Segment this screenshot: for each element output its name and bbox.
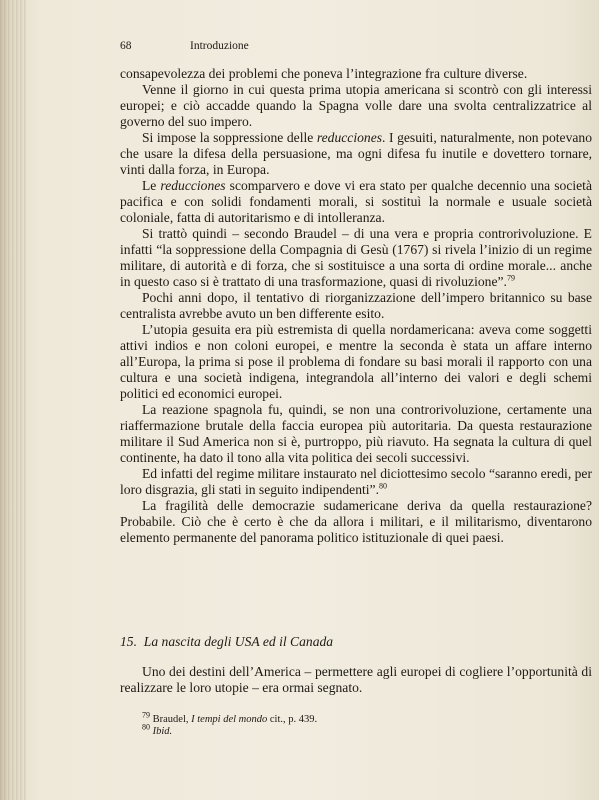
footnote: $^{79}$ Braudel, I tempi del mondo cit., p. 439.: [142, 710, 318, 725]
running-header: [120, 40, 249, 52]
paragraph: La reazione spagnola fu, quindi, se non una controrivoluzione, certamente una riaffermazione brutale della faccia europea più autoritaria. Da questa restaurazione militare il Sud America non si è, purtroppo, più riavuto. Ha segnata la cultura di quel continente, ha dato il tono alla vita politica dei secoli successivi.: [120, 402, 592, 465]
section-title: La nascita degli USA ed il Canada: [143, 634, 334, 649]
page-gutter-shadow: [0, 0, 26, 800]
footnote: [142, 722, 317, 738]
footnote-reference: 80: [379, 481, 387, 491]
footnote-number: 79: [142, 710, 150, 720]
footnote-work-title: I tempi del mondo: [191, 714, 268, 725]
paragraph: consapevolezza dei problemi che poneva l’integrazione fra culture diverse.: [120, 66, 528, 81]
paragraph: La fragilità delle democrazie sudamericane deriva da quella restaurazione? Probabile. Ciò che è certo è che da allora i militari, e il militarismo, diventarono elemento permanente del panorama politico istituzionale di quei paesi.: [120, 498, 592, 545]
paragraph: Si trattò quindi – secondo Braudel – di una vera e propria controrivoluzione. E infatti “la soppressione della Compagnia di Gesù (1767) si rivela l’inizio di un regime militare, di autorità e di forza, che si sostituisce a una sorta di ordine morale... anche in questo caso si è trattato di una trasformazione, quasi di rivoluzione”.$^{79}$: [120, 226, 592, 289]
paragraph: Si impose la soppressione delle reducciones. I gesuiti, naturalmente, non potevano che usare la difesa della persuasione, ma ogni difesa fu inutile e dovettero tornare, vinti dalla forza, in Europa.: [120, 130, 592, 177]
paragraph: Uno dei destini dell’America – permettere agli europei di cogliere l’opportunità di realizzare le loro utopie – era ormai segnato.: [120, 664, 592, 695]
running-title: Introduzione: [190, 40, 249, 52]
body-text: [120, 66, 592, 546]
section-heading: [120, 634, 333, 650]
paragraph: Le reducciones scomparvero e dove vi era stato per qualche decennio una società pacifica e con solidi fondamenti morali, si sostituì la normale e usuale società coloniale, fatta di autoritarismo e di intolleranza.: [120, 178, 592, 225]
paragraph: L’utopia gesuita era più estremista di quella nordamericana: aveva come soggetti attivi indios e non coloni europei, e mentre la seconda è stata un affare interno all’Europa, la prima si pose il problema di fondare su basi morali il rapporto con una cultura e una società indigena, integrandola all’interno dei valori e degli schemi politici ed economici europei.: [120, 322, 592, 401]
page-number: 68: [120, 40, 132, 52]
footnote-number: 80: [142, 722, 150, 732]
section-number: 15.: [120, 634, 137, 649]
footnote-work-title: Ibid.: [152, 726, 173, 737]
italic-term: reducciones: [316, 130, 383, 145]
section-body-text: [120, 664, 592, 696]
footnotes: [142, 710, 318, 738]
paragraph: Ed infatti del regime militare instaurato nel diciottesimo secolo “saranno eredi, per loro disgrazia, gli stati in seguito indipendenti”.$^{80}$: [120, 466, 592, 497]
footnote-reference: 79: [506, 273, 515, 283]
italic-term: reducciones: [160, 178, 226, 193]
paragraph: Pochi anni dopo, il tentativo di riorganizzazione dell’impero britannico su base centralista avrebbe avuto un ben differente esito.: [120, 290, 592, 321]
paragraph: Venne il giorno in cui questa prima utopia americana si scontrò con gli interessi europei; e ciò accadde quando la Spagna volle dare una svolta centralizzatrice al governo del suo impero.: [120, 82, 592, 129]
